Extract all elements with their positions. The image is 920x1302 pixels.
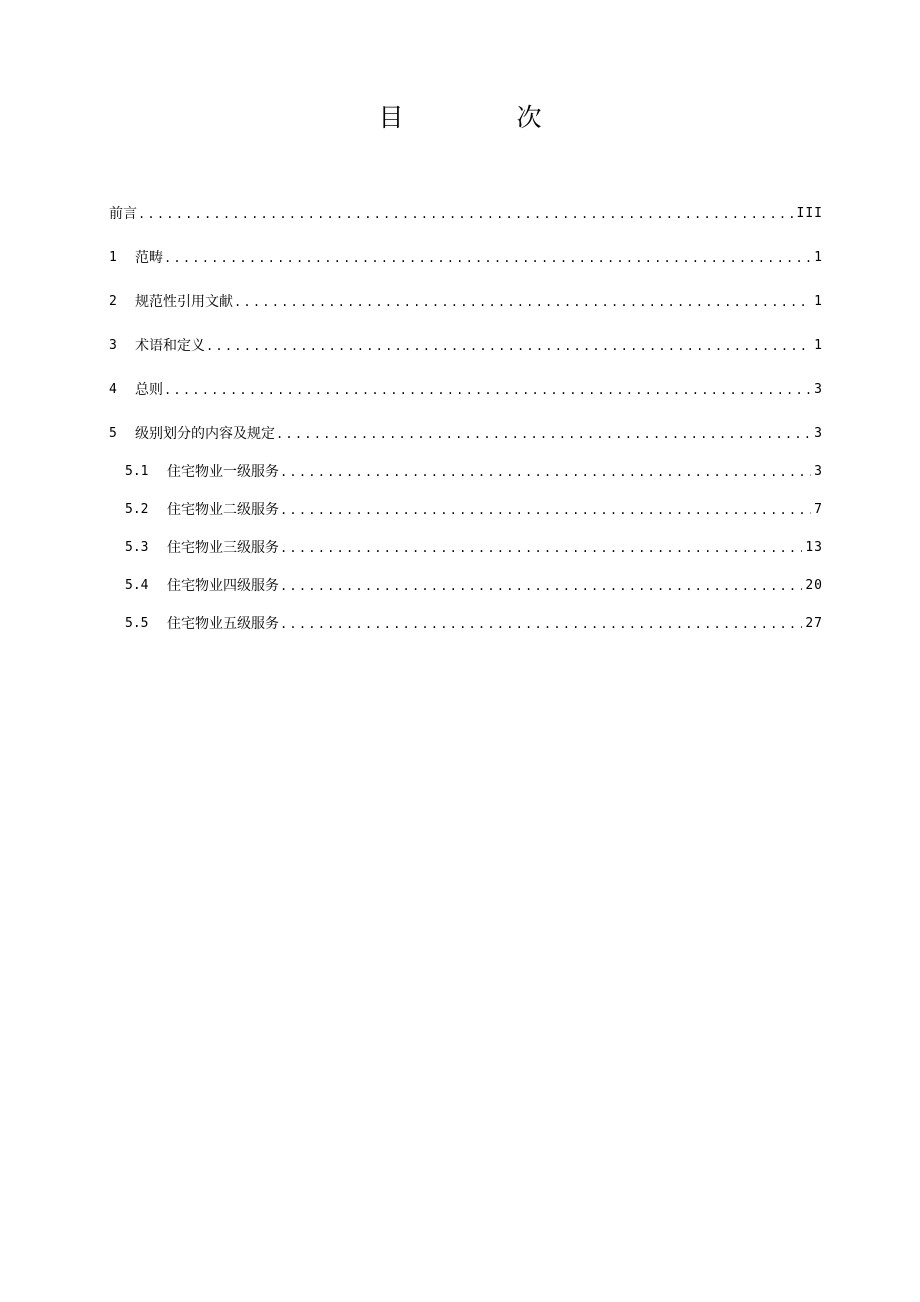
toc-entry-5[interactable] <box>109 407 823 451</box>
toc-page-number: 13 <box>805 540 823 555</box>
toc-entry-text: 术语和定义 <box>135 338 205 354</box>
table-of-contents <box>109 187 823 641</box>
toc-entry-text: 范畴 <box>135 250 163 266</box>
toc-entry-1[interactable] <box>109 231 823 275</box>
toc-entry-number: 2 <box>109 294 117 309</box>
toc-entry-number: 5.5 <box>125 616 149 631</box>
toc-page-number: 3 <box>814 464 823 479</box>
toc-page-number: 1 <box>814 250 823 265</box>
toc-entry-5-4[interactable] <box>109 565 823 603</box>
toc-leader-dots <box>280 531 802 565</box>
toc-entry-number: 5.2 <box>125 502 149 517</box>
toc-entry-4[interactable] <box>109 363 823 407</box>
toc-entry-text: 前言 <box>109 206 137 222</box>
toc-leader-dots <box>280 569 802 603</box>
toc-page-number: III <box>796 206 823 221</box>
toc-entry-text: 住宅物业五级服务 <box>167 616 279 632</box>
toc-entry-text: 规范性引用文献 <box>135 294 233 310</box>
toc-page-number: 27 <box>805 616 823 631</box>
toc-leader-dots <box>276 417 811 451</box>
toc-leader-dots <box>280 607 802 641</box>
toc-entry-number: 3 <box>109 338 117 353</box>
toc-page-number: 20 <box>805 578 823 593</box>
page-title: 目 次 <box>378 103 586 132</box>
toc-page-number: 1 <box>814 294 823 309</box>
toc-page-number: 3 <box>814 426 823 441</box>
toc-leader-dots <box>206 329 811 363</box>
toc-entry-number: 1 <box>109 250 117 265</box>
toc-entry-number: 5.3 <box>125 540 149 555</box>
toc-leader-dots <box>234 285 811 319</box>
toc-leader-dots <box>138 197 794 231</box>
toc-leader-dots <box>280 493 811 527</box>
toc-leader-dots <box>164 373 811 407</box>
toc-entry-3[interactable] <box>109 319 823 363</box>
toc-entry-number: 5.4 <box>125 578 149 593</box>
toc-entry-preface[interactable] <box>109 187 823 231</box>
toc-entry-5-5[interactable] <box>109 603 823 641</box>
toc-leader-dots <box>164 241 811 275</box>
toc-entry-text: 住宅物业二级服务 <box>167 502 279 518</box>
toc-entry-5-1[interactable] <box>109 451 823 489</box>
toc-entry-text: 住宅物业三级服务 <box>167 540 279 556</box>
toc-leader-dots <box>280 455 811 489</box>
toc-entry-text: 住宅物业四级服务 <box>167 578 279 594</box>
toc-page-number: 1 <box>814 338 823 353</box>
toc-entry-text: 住宅物业一级服务 <box>167 464 279 480</box>
toc-entry-2[interactable] <box>109 275 823 319</box>
toc-entry-5-3[interactable] <box>109 527 823 565</box>
toc-page-number: 3 <box>814 382 823 397</box>
toc-page-number: 7 <box>814 502 823 517</box>
toc-entry-text: 总则 <box>135 382 163 398</box>
toc-entry-number: 5.1 <box>125 464 149 479</box>
toc-entry-text: 级别划分的内容及规定 <box>135 426 275 442</box>
toc-entry-number: 4 <box>109 382 117 397</box>
toc-entry-5-2[interactable] <box>109 489 823 527</box>
toc-entry-number: 5 <box>109 426 117 441</box>
